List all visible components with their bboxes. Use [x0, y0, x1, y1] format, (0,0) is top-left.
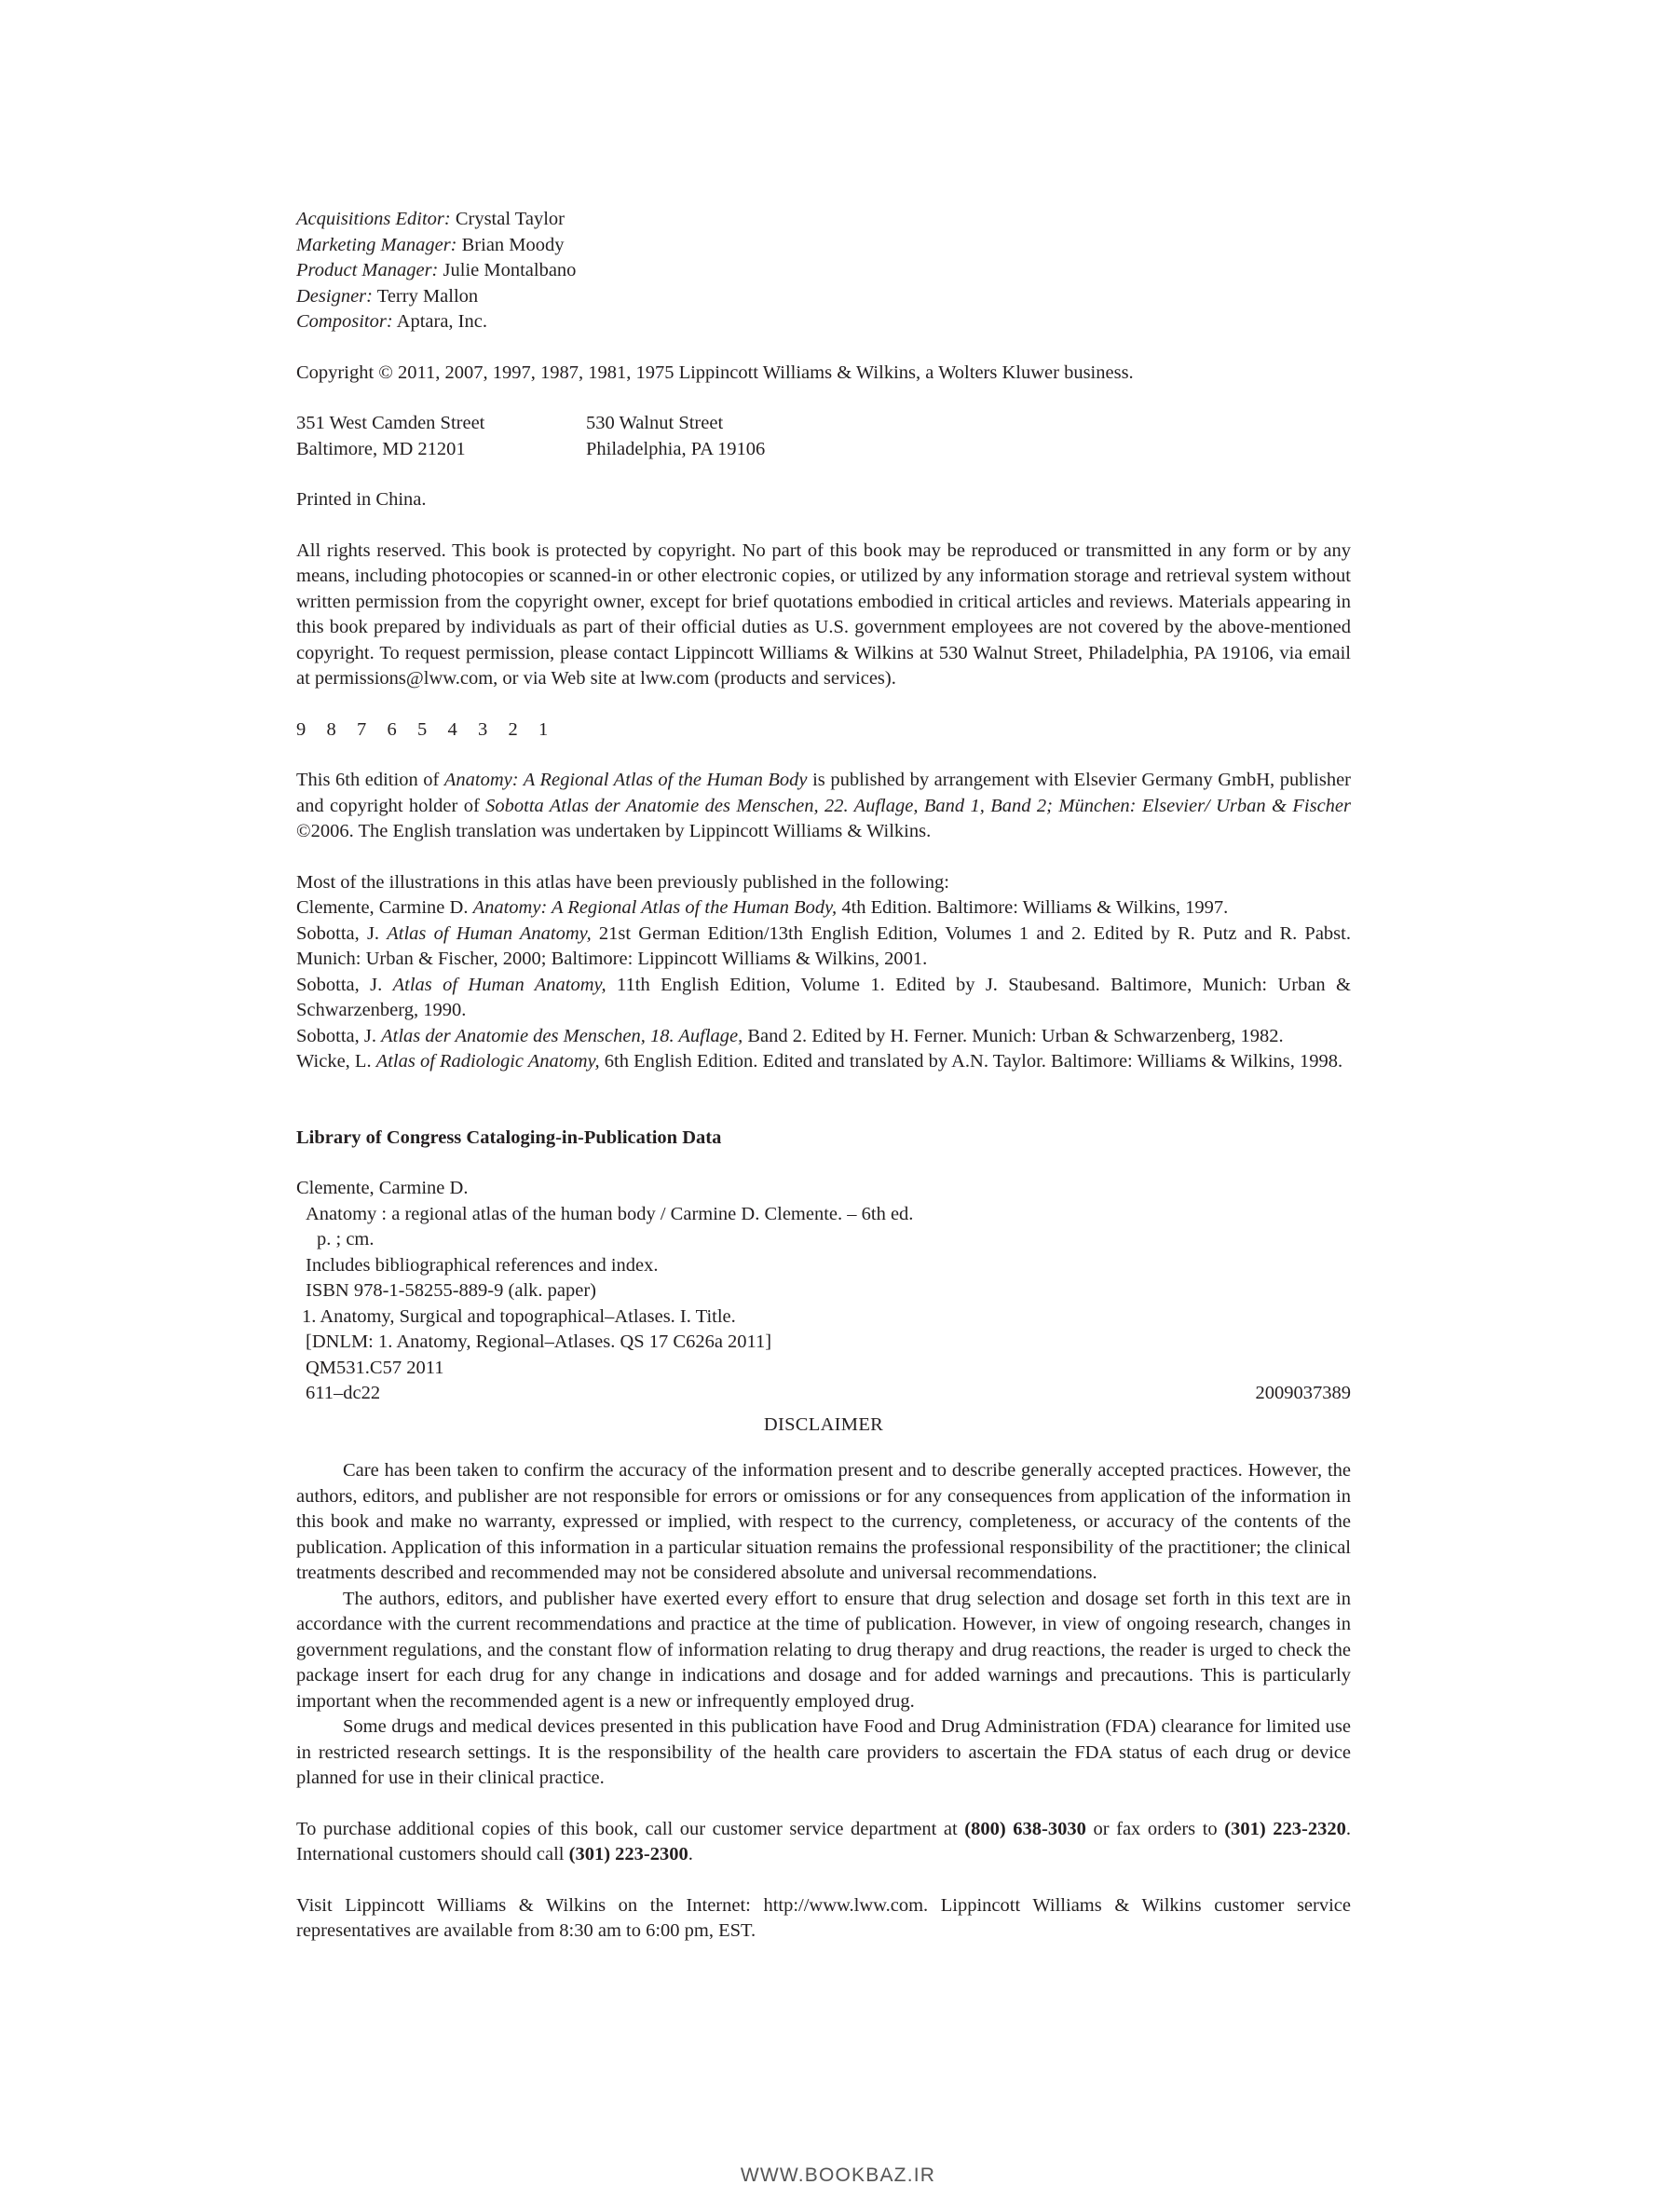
- copyright-page: [296, 207, 1351, 1945]
- address-baltimore: [296, 411, 586, 462]
- disclaimer-body: [296, 1458, 1351, 1792]
- credit-line: [296, 258, 1351, 284]
- phone-number: (800) 638-3030: [964, 1818, 1086, 1839]
- international-phone: (301) 223-2300: [568, 1844, 688, 1864]
- credit-name: Crystal Taylor: [450, 209, 565, 229]
- cip-dnlm: [DNLM: 1. Anatomy, Regional–Atlases. QS 17 C626a 2011]: [306, 1331, 772, 1352]
- site-watermark: WWW.BOOKBAZ.IR: [740, 2164, 936, 2186]
- disclaimer-paragraph: Care has been taken to confirm the accuracy of the information present and to describe generally accepted practices. However, the authors, editors, and publisher are not responsible for errors or omissions or for any consequences from application of the information in this book and make no warranty, expressed or implied, with respect to the currency, completeness, or accuracy of the contents of the publication. Application of this information in a particular situation remains the professional responsibility of the practitioner; the clinical treatments described and recommended may not be considered absolute and universal recommendations.: [296, 1460, 1351, 1583]
- source-item: Wicke, L. Atlas of Radiologic Anatomy, 6th English Edition. Edited and translated by A.N. Taylor. Baltimore: Williams & Wilkins, 1998.: [296, 1051, 1343, 1072]
- cip-bibliography: Includes bibliographical references and index.: [306, 1254, 659, 1276]
- credit-name: Julie Montalbano: [438, 260, 577, 280]
- credit-role: Acquisitions Editor:: [296, 209, 451, 229]
- address-line: Baltimore, MD 21201: [296, 438, 466, 459]
- credit-name: Aptara, Inc.: [392, 311, 487, 332]
- cip-lccn: 2009037389: [1255, 1383, 1351, 1403]
- address-line: 530 Walnut Street: [586, 413, 724, 433]
- purchase-paragraph: To purchase additional copies of this book, call our customer service department at (800) 638-3030 or fax orders to (301) 223-2320. International customers should call (301) 223-2300.: [296, 1818, 1352, 1864]
- rights-paragraph: All rights reserved. This book is protected by copyright. No part of this book may be reproduced or transmitted in any form or by any means, including photocopies or scanned-in or other electronic copies, or utilized by any information storage and retrieval system without written permission from the copyright owner, except for brief quotations embodied in critical articles and reviews. Materials appearing in this book prepared by individuals as part of their official duties as U.S. government employees are not covered by the above-mentioned copyright. To request permission, please contact Lippincott Williams & Wilkins at 530 Walnut Street, Philadelphia, PA 19106, via email at permissions@lww.com, or via Web site at lww.com (products and services).: [296, 539, 1351, 689]
- cip-dewey: 611–dc22: [306, 1383, 381, 1403]
- disclaimer-paragraph: Some drugs and medical devices presented in this publication have Food and Drug Administration (FDA) clearance for limited use in restricted research settings. It is the responsibility of the health care providers to ascertain the FDA status of each drug or device planned for use in their clinical practice.: [296, 1716, 1351, 1788]
- cip-title: Anatomy : a regional atlas of the human body / Carmine D. Clemente. – 6th ed.: [306, 1203, 914, 1224]
- printed-in: Printed in China.: [296, 489, 427, 510]
- credit-line: [296, 284, 1351, 310]
- cip-classification: [296, 1381, 1351, 1407]
- cip-isbn: ISBN 978-1-58255-889-9 (alk. paper): [306, 1280, 596, 1301]
- source-item: Sobotta, J. Atlas of Human Anatomy, 21st German Edition/13th English Edition, Volumes 1 and 2. Edited by R. Putz and R. Pabst. Munich: Urban & Fischer, 2000; Baltimore: Lippincott Williams & Wilkins, 2001.: [296, 922, 1351, 969]
- address-philadelphia: [586, 411, 765, 462]
- cip-block: [296, 1176, 1351, 1407]
- copyright-notice: Copyright © 2011, 2007, 1997, 1987, 1981, 1975 Lippincott Williams & Wilkins, a Wolters Kluwer business.: [296, 362, 1134, 383]
- credits-block: [296, 207, 1351, 335]
- sources-intro: Most of the illustrations in this atlas have been previously published in the following:: [296, 871, 949, 893]
- credit-name: Brian Moody: [456, 234, 565, 255]
- visit-paragraph: Visit Lippincott Williams & Wilkins on the Internet: http://www.lww.com. Lippincott Williams & Wilkins customer service representatives are available from 8:30 am to 6:00 pm, EST.: [296, 1894, 1351, 1941]
- disclaimer-title: DISCLAIMER: [763, 1413, 884, 1435]
- address-line: Philadelphia, PA 19106: [586, 438, 766, 459]
- credit-role: Marketing Manager:: [296, 234, 457, 255]
- source-item: Sobotta, J. Atlas of Human Anatomy, 11th English Edition, Volume 1. Edited by J. Staubesand. Baltimore, Munich: Urban & Schwarzenberg, 1990.: [296, 974, 1351, 1020]
- credit-line: [296, 207, 1351, 233]
- credit-role: Designer:: [296, 285, 373, 307]
- printing-number-line: 9 8 7 6 5 4 3 2 1: [296, 718, 549, 740]
- source-item: Clemente, Carmine D. Anatomy: A Regional Atlas of the Human Body, 4th Edition. Baltimore: Williams & Wilkins, 1997.: [296, 897, 1229, 918]
- credit-name: Terry Mallon: [372, 285, 479, 307]
- source-item: Sobotta, J. Atlas der Anatomie des Menschen, 18. Auflage, Band 2. Edited by H. Ferner. Munich: Urban & Schwarzenberg, 1982.: [296, 1025, 1284, 1046]
- cip-author: Clemente, Carmine D.: [296, 1178, 469, 1198]
- publisher-addresses: [296, 411, 1351, 462]
- cip-pages: p. ; cm.: [317, 1229, 375, 1249]
- credit-role: Compositor:: [296, 311, 393, 332]
- cip-heading: Library of Congress Cataloging-in-Publication Data: [296, 1126, 722, 1148]
- cip-call-number: QM531.C57 2011: [306, 1357, 444, 1378]
- fax-number: (301) 223-2320: [1224, 1818, 1346, 1839]
- edition-paragraph: This 6th edition of Anatomy: A Regional Atlas of the Human Body is published by arrangement with Elsevier Germany GmbH, publisher and copyright holder of Sobotta Atlas der Anatomie des Menschen, 22. Auflage, Band 1, Band 2; München: Elsevier/ Urban & Fischer ©2006. The English translation was undertaken by Lippincott Williams & Wilkins.: [296, 770, 1351, 841]
- credit-role: Product Manager:: [296, 260, 439, 280]
- cip-subject: 1. Anatomy, Surgical and topographical–Atlases. I. Title.: [302, 1305, 736, 1327]
- credit-line: [296, 309, 1351, 335]
- credit-line: [296, 233, 1351, 259]
- sources-block: [296, 870, 1351, 1075]
- disclaimer-paragraph: The authors, editors, and publisher have exerted every effort to ensure that drug selection and dosage set forth in this text are in accordance with the current recommendations and practice at the time of publication. However, in view of ongoing research, changes in government regulations, and the constant flow of information relating to drug therapy and drug reactions, the reader is urged to check the package insert for each drug for any change in indications and dosage and for added warnings and precautions. This is particularly important when the recommended agent is a new or infrequently employed drug.: [296, 1588, 1351, 1712]
- address-line: 351 West Camden Street: [296, 413, 485, 433]
